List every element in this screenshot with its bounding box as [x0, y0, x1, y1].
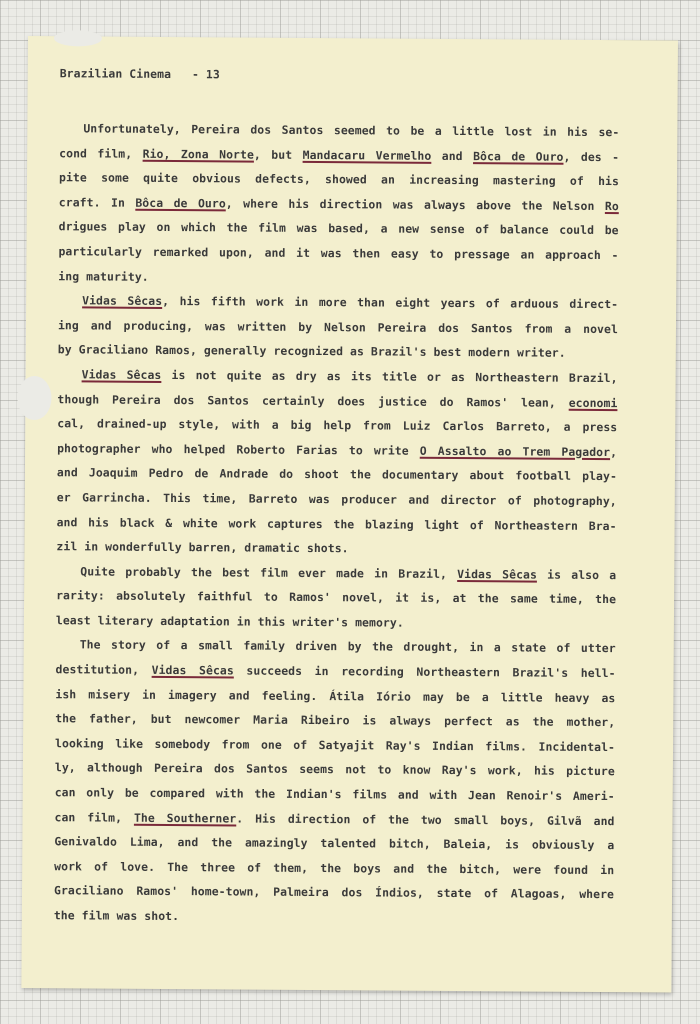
text-line: [59, 165, 619, 194]
text-segment: Quite probably the best film ever made in Brazil,: [80, 564, 458, 581]
text-segment: zil in wonderfully barren, dramatic shots.: [56, 539, 349, 556]
underlined-title: Bôca de Ouro: [473, 148, 564, 164]
header-title: Brazilian Cinema: [59, 66, 172, 81]
text-segment: The story of a small family driven by the drought, in a state of utter: [79, 637, 616, 656]
text-segment: photographer who helped Roberto Farias to write: [57, 440, 420, 458]
text-line: [57, 485, 617, 514]
paper-tear-left: [17, 376, 51, 420]
text-segment: and: [431, 148, 474, 163]
text-segment: er Garrincha. This time, Barreto was producer and director of photography,: [56, 490, 617, 509]
text-line: [57, 461, 617, 490]
text-segment: ish misery in imagery and feeling. Átila Iório may be a little heavy as: [55, 686, 616, 705]
header-page-number: - 13: [191, 67, 220, 82]
text-segment: Genivaldo Lima, and the amazingly talented bitch, Baleia, is obviously a: [54, 834, 615, 853]
text-segment: can film,: [54, 809, 135, 825]
text-segment: rarity: absolutely faithful to Ramos' novel, it is, at the same time, the: [56, 588, 617, 607]
underlined-title: Rio, Zona Norte: [142, 146, 255, 162]
underlined-title: Bôca de Ouro: [135, 195, 226, 211]
text-segment: . His direction of the two small boys, Gilvã and: [236, 811, 615, 828]
text-line: [55, 780, 615, 809]
underlined-title: Mandacaru Vermelho: [302, 147, 432, 163]
document-body: [54, 66, 620, 931]
text-segment: , where his direction was always above the Nelson: [225, 196, 605, 213]
text-line: [58, 288, 618, 317]
text-segment: by Graciliano Ramos, generally recognized as Brazil's best modern writer.: [57, 342, 566, 361]
text-segment: destitution,: [55, 662, 152, 677]
text-line: [55, 706, 615, 735]
underlined-title: Vidas Sêcas: [81, 367, 162, 382]
text-line: [56, 534, 616, 563]
body-text: [54, 116, 620, 931]
text-line: [58, 338, 618, 367]
text-segment: ing and producing, was written by Nelson Pereira dos Santos from a novel: [57, 317, 619, 336]
text-segment: Graciliano Ramos' home-town, Palmeira dos Índios, state of Alagoas, where: [53, 883, 615, 902]
text-segment: , but: [253, 147, 303, 162]
text-segment: cal, drained-up style, with a big help from Luiz Carlos Barreto, a press: [57, 416, 618, 435]
text-line: [58, 362, 618, 391]
text-line: [54, 829, 614, 858]
text-segment: though Pereira dos Santos certainly does justice do Ramos' lean,: [57, 391, 569, 410]
text-segment: Unfortunately, Pereira dos Santos seemed to be a little lost in his se-: [83, 121, 620, 140]
text-segment: can only be compared with the Indian's films and with Jean Renoir's Ameri-: [54, 785, 615, 804]
text-segment: is not quite as dry as its title or as Northeastern Brazil,: [161, 367, 618, 386]
underlined-title: The Southerner: [133, 810, 237, 826]
text-segment: cond film,: [59, 145, 143, 161]
text-segment: , des -: [563, 149, 620, 164]
text-line: [59, 116, 619, 145]
underlined-title: economi: [568, 395, 618, 410]
text-line: [56, 583, 616, 612]
text-segment: the father, but newcomer Maria Ribeiro is always perfect as the mother,: [55, 711, 616, 730]
text-segment: and Joaquim Pedro de Andrade do shoot the documentary about football play-: [56, 465, 617, 484]
paper-tear-top: [54, 30, 102, 46]
text-segment: is also a: [536, 567, 617, 582]
text-segment: ly, although Pereira dos Santos seems not to know Ray's work, his picture: [54, 760, 615, 779]
text-line: [54, 903, 614, 932]
text-line: [58, 239, 618, 268]
text-line: [55, 657, 615, 686]
text-segment: succeeds in recording Northeastern Brazil's hell-: [233, 663, 616, 681]
underlined-title: Vidas Sêcas: [457, 566, 538, 582]
text-segment: the film was shot.: [53, 908, 180, 924]
text-segment: drigues play on which the film was based, a new sense of balance could be: [58, 219, 619, 238]
typewritten-page: [21, 36, 678, 993]
text-segment: looking like somebody from one of Satyajit Ray's Indian films. Incidental-: [55, 736, 616, 754]
text-line: [57, 411, 617, 440]
text-segment: least literary adaptation in this writer's memory.: [55, 613, 404, 630]
text-segment: particularly remarked upon, and it was then easy to pressage an approach -: [58, 244, 619, 263]
text-segment: pite some quite obvious defects, showed an increasing mastering of his: [58, 170, 620, 189]
underlined-title: Ro: [604, 198, 619, 213]
underlined-title: Vidas Sêcas: [82, 293, 163, 309]
text-segment: craft. In: [58, 195, 136, 210]
text-segment: and his black & white work captures the blazing light of Northeastern Bra-: [56, 514, 617, 533]
text-segment: , his fifth work in more than eight years of arduous direct-: [162, 294, 619, 312]
underlined-title: Vidas Sêcas: [151, 662, 234, 678]
text-segment: ,: [610, 444, 618, 459]
text-segment: ing maturity.: [58, 268, 149, 284]
text-segment: work of love. The three of them, the boys and the bitch, were found in: [54, 859, 615, 877]
underlined-title: O Assalto ao Trem Pagador: [419, 443, 611, 459]
